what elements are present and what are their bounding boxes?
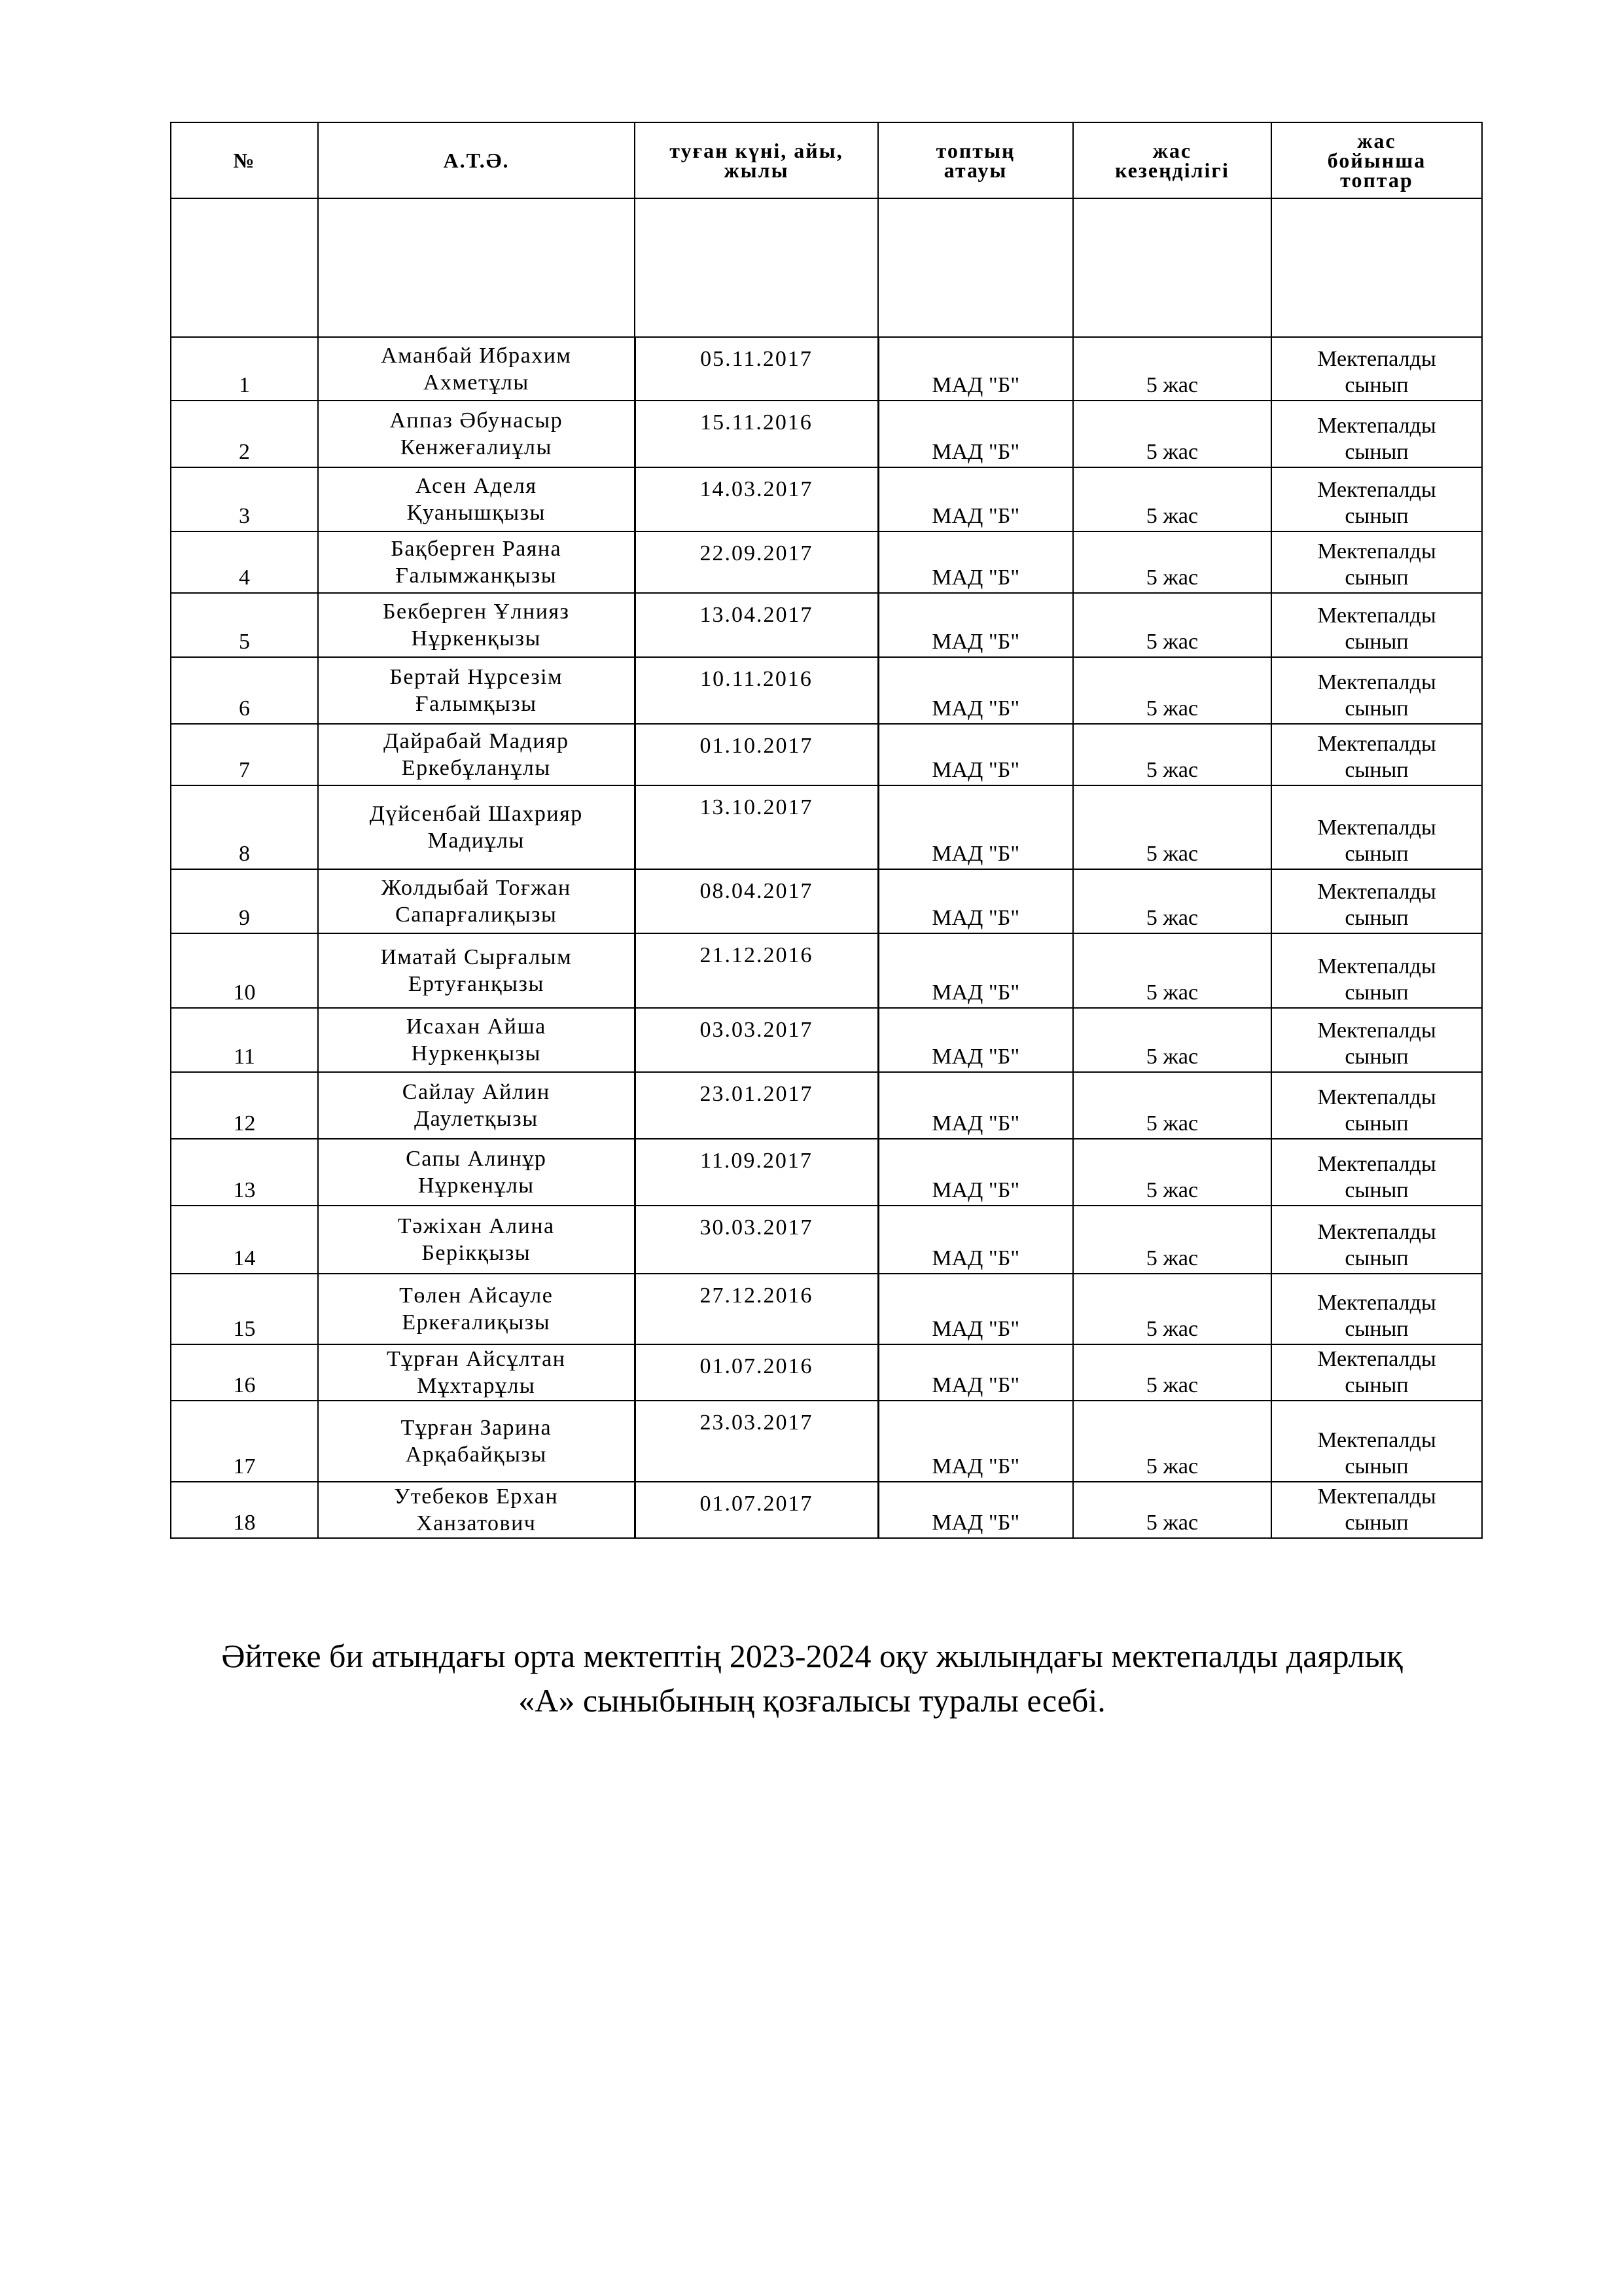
- age-group-line-2: сынып: [1345, 1454, 1409, 1479]
- student-name-line-2: Нуркенқызы: [411, 1041, 541, 1066]
- student-name-line-1: Бақберген Раяна: [391, 537, 562, 561]
- student-name: [318, 933, 635, 1008]
- birth-date: 21.12.2016: [635, 933, 878, 1008]
- age-group-line-2: сынып: [1345, 1317, 1409, 1341]
- blank-cell: [878, 198, 1073, 337]
- student-name: [318, 593, 635, 657]
- birth-date: 01.07.2017: [635, 1482, 878, 1538]
- birth-date: 05.11.2017: [635, 337, 878, 401]
- row-number: 11: [171, 1008, 318, 1072]
- header-full-name: А.Т.Ә.: [318, 122, 635, 198]
- student-name-line-2: Ертуғанқызы: [408, 972, 544, 996]
- group-name: МАД "Б": [878, 531, 1073, 593]
- age-period: 5 жас: [1073, 1344, 1271, 1401]
- student-name: [318, 1008, 635, 1072]
- birth-date: 01.07.2016: [635, 1344, 878, 1401]
- student-name-line-1: Бекберген Ұлнияз: [383, 600, 570, 624]
- age-group-line-2: сынып: [1345, 630, 1409, 654]
- age-group: [1271, 933, 1482, 1008]
- age-period: 5 жас: [1073, 1072, 1271, 1139]
- row-number: 2: [171, 401, 318, 467]
- student-name-line-2: Ғалымжанқызы: [395, 564, 557, 588]
- student-name: [318, 869, 635, 933]
- group-name: МАД "Б": [878, 1274, 1073, 1344]
- group-name: МАД "Б": [878, 657, 1073, 724]
- report-caption: [105, 1634, 1519, 1723]
- age-period: 5 жас: [1073, 1139, 1271, 1206]
- age-group-line-2: сынып: [1345, 758, 1409, 782]
- student-name-line-2: Ахметұлы: [423, 370, 529, 395]
- group-name: МАД "Б": [878, 467, 1073, 531]
- age-group-line-1: Мектепалды: [1317, 816, 1436, 840]
- student-name: [318, 531, 635, 593]
- age-period: 5 жас: [1073, 337, 1271, 401]
- group-name: МАД "Б": [878, 869, 1073, 933]
- group-name: МАД "Б": [878, 401, 1073, 467]
- age-group-line-2: сынып: [1345, 1246, 1409, 1270]
- student-table: [170, 122, 1483, 1539]
- group-name: МАД "Б": [878, 1072, 1073, 1139]
- age-group-line-1: Мектепалды: [1317, 732, 1436, 756]
- student-name: [318, 1072, 635, 1139]
- age-group-line-1: Мектепалды: [1317, 603, 1436, 628]
- student-name: [318, 337, 635, 401]
- row-number: 17: [171, 1401, 318, 1482]
- age-group-line-1: Мектепалды: [1317, 1085, 1436, 1109]
- age-group-line-1: Мектепалды: [1317, 670, 1436, 694]
- age-group-line-2: сынып: [1345, 1045, 1409, 1069]
- student-name-line-1: Аппаз Әбунасыр: [389, 408, 563, 433]
- student-name: [318, 1344, 635, 1401]
- student-name: [318, 785, 635, 869]
- age-group-line-2: сынып: [1345, 842, 1409, 866]
- student-name: [318, 1482, 635, 1538]
- student-name-line-1: Тұрған Зарина: [400, 1416, 552, 1440]
- student-name-line-1: Тәжіхан Алина: [397, 1214, 555, 1238]
- student-name-line-2: Мұхтарұлы: [417, 1374, 536, 1398]
- student-name-line-1: Төлен Айсауле: [399, 1283, 554, 1308]
- group-name: МАД "Б": [878, 1008, 1073, 1072]
- age-group-line-2: сынып: [1345, 373, 1409, 397]
- student-name-line-1: Асен Аделя: [415, 474, 537, 498]
- caption-line-1: Әйтеке би атындағы орта мектептің 2023-2024 оқу жылындағы мектепалды даярлық: [221, 1638, 1403, 1674]
- student-name-line-2: Даулетқызы: [414, 1107, 538, 1131]
- age-group: [1271, 531, 1482, 593]
- student-name-line-2: Берікқызы: [421, 1241, 531, 1265]
- age-group: [1271, 869, 1482, 933]
- student-name-line-1: Сапы Алинұр: [406, 1147, 547, 1171]
- student-name-line-1: Аманбай Ибрахим: [381, 343, 572, 368]
- age-group: [1271, 1008, 1482, 1072]
- group-name: МАД "Б": [878, 1401, 1073, 1482]
- table-row: [171, 1008, 1482, 1072]
- student-name: [318, 1274, 635, 1344]
- birth-date: 27.12.2016: [635, 1274, 878, 1344]
- student-name-line-2: Арқабайқызы: [405, 1443, 547, 1467]
- blank-cell: [171, 198, 318, 337]
- row-number: 8: [171, 785, 318, 869]
- student-name-line-2: Ханзатович: [416, 1511, 537, 1535]
- student-name: [318, 1401, 635, 1482]
- age-group: [1271, 593, 1482, 657]
- age-group: [1271, 1344, 1482, 1401]
- age-group-line-2: сынып: [1345, 1511, 1409, 1535]
- student-name-line-1: Дүйсенбай Шахрияр: [369, 802, 583, 826]
- group-name: МАД "Б": [878, 337, 1073, 401]
- age-group-line-2: сынып: [1345, 1373, 1409, 1397]
- student-name-line-2: Еркеғалиқызы: [402, 1310, 551, 1335]
- age-group-line-2: сынып: [1345, 504, 1409, 528]
- age-group: [1271, 467, 1482, 531]
- table-row: [171, 785, 1482, 869]
- row-number: 15: [171, 1274, 318, 1344]
- birth-date: 01.10.2017: [635, 724, 878, 785]
- age-group-line-2: сынып: [1345, 440, 1409, 464]
- age-group-line-1: Мектепалды: [1317, 414, 1436, 438]
- row-number: 10: [171, 933, 318, 1008]
- age-group-line-1: Мектепалды: [1317, 478, 1436, 502]
- age-group: [1271, 724, 1482, 785]
- age-group: [1271, 1139, 1482, 1206]
- table-row: [171, 1401, 1482, 1482]
- age-group-line-1: Мектепалды: [1317, 1347, 1436, 1371]
- blank-cell: [635, 198, 878, 337]
- birth-date: 23.03.2017: [635, 1401, 878, 1482]
- age-group: [1271, 1274, 1482, 1344]
- table-blank-row: [171, 198, 1482, 337]
- student-name-line-2: Нұркенқызы: [411, 626, 541, 651]
- student-name-line-2: Сапарғалиқызы: [395, 903, 557, 927]
- age-period: 5 жас: [1073, 1206, 1271, 1274]
- header-age-period: жас кезеңділігі: [1073, 122, 1271, 198]
- caption-line-2: «А» сыныбының қозғалысы туралы есебі.: [518, 1682, 1106, 1719]
- age-period: 5 жас: [1073, 933, 1271, 1008]
- student-name-line-1: Дайрабай Мадияр: [383, 729, 569, 753]
- age-group-line-1: Мектепалды: [1317, 1018, 1436, 1043]
- row-number: 14: [171, 1206, 318, 1274]
- row-number: 12: [171, 1072, 318, 1139]
- header-age-groups: жас бойынша топтар: [1271, 122, 1482, 198]
- student-name: [318, 1206, 635, 1274]
- row-number: 18: [171, 1482, 318, 1538]
- student-name-line-1: Жолдыбай Тоғжан: [381, 876, 571, 900]
- age-group-line-2: сынып: [1345, 906, 1409, 930]
- row-number: 5: [171, 593, 318, 657]
- age-group: [1271, 1482, 1482, 1538]
- table-row: [171, 933, 1482, 1008]
- header-group-name: топтың атауы: [878, 122, 1073, 198]
- birth-date: 14.03.2017: [635, 467, 878, 531]
- age-group-line-2: сынып: [1345, 565, 1409, 590]
- row-number: 4: [171, 531, 318, 593]
- group-name: МАД "Б": [878, 1344, 1073, 1401]
- row-number: 16: [171, 1344, 318, 1401]
- age-group-line-1: Мектепалды: [1317, 1220, 1436, 1244]
- table-row: [171, 1344, 1482, 1401]
- birth-date: 08.04.2017: [635, 869, 878, 933]
- age-group-line-1: Мектепалды: [1317, 954, 1436, 978]
- group-name: МАД "Б": [878, 785, 1073, 869]
- student-name-line-1: Исахан Айша: [406, 1014, 546, 1039]
- age-group: [1271, 785, 1482, 869]
- age-period: 5 жас: [1073, 467, 1271, 531]
- age-group-line-1: Мектепалды: [1317, 347, 1436, 371]
- group-name: МАД "Б": [878, 1482, 1073, 1538]
- age-period: 5 жас: [1073, 593, 1271, 657]
- student-name-line-1: Иматай Сырғалым: [380, 945, 573, 969]
- row-number: 6: [171, 657, 318, 724]
- table-header-row: [171, 122, 1482, 198]
- student-name-line-2: Нұркенұлы: [417, 1174, 535, 1198]
- age-group-line-1: Мектепалды: [1317, 1428, 1436, 1452]
- student-name-line-1: Бертай Нұрсезім: [389, 665, 563, 689]
- birth-date: 30.03.2017: [635, 1206, 878, 1274]
- student-name-line-1: Сайлау Айлин: [402, 1080, 550, 1104]
- student-name: [318, 1139, 635, 1206]
- header-birth-date: туған күні, айы, жылы: [635, 122, 878, 198]
- table-row: [171, 657, 1482, 724]
- birth-date: 11.09.2017: [635, 1139, 878, 1206]
- birth-date: 13.04.2017: [635, 593, 878, 657]
- age-group-line-1: Мектепалды: [1317, 1484, 1436, 1509]
- blank-cell: [1073, 198, 1271, 337]
- age-period: 5 жас: [1073, 869, 1271, 933]
- age-group-line-2: сынып: [1345, 980, 1409, 1005]
- age-period: 5 жас: [1073, 1482, 1271, 1538]
- birth-date: 22.09.2017: [635, 531, 878, 593]
- student-table-container: [170, 122, 1481, 1539]
- row-number: 1: [171, 337, 318, 401]
- age-period: 5 жас: [1073, 785, 1271, 869]
- age-group: [1271, 1206, 1482, 1274]
- group-name: МАД "Б": [878, 593, 1073, 657]
- table-row: [171, 1139, 1482, 1206]
- age-group: [1271, 1401, 1482, 1482]
- group-name: МАД "Б": [878, 933, 1073, 1008]
- group-name: МАД "Б": [878, 724, 1073, 785]
- age-group-line-1: Мектепалды: [1317, 880, 1436, 904]
- blank-cell: [318, 198, 635, 337]
- header-number: №: [171, 122, 318, 198]
- age-period: 5 жас: [1073, 657, 1271, 724]
- age-group-line-1: Мектепалды: [1317, 1152, 1436, 1176]
- table-row: [171, 1072, 1482, 1139]
- birth-date: 03.03.2017: [635, 1008, 878, 1072]
- age-group: [1271, 337, 1482, 401]
- student-name-line-2: Кенжеғалиұлы: [400, 435, 552, 459]
- table-row: [171, 337, 1482, 401]
- age-group-line-2: сынып: [1345, 1178, 1409, 1202]
- birth-date: 15.11.2016: [635, 401, 878, 467]
- age-period: 5 жас: [1073, 401, 1271, 467]
- table-row: [171, 531, 1482, 593]
- student-name-line-1: Тұрған Айсұлтан: [387, 1347, 566, 1371]
- age-period: 5 жас: [1073, 1274, 1271, 1344]
- row-number: 7: [171, 724, 318, 785]
- age-period: 5 жас: [1073, 1401, 1271, 1482]
- age-group: [1271, 1072, 1482, 1139]
- student-name: [318, 657, 635, 724]
- row-number: 3: [171, 467, 318, 531]
- student-name-line-1: Утебеков Ерхан: [394, 1484, 559, 1509]
- age-group-line-2: сынып: [1345, 1111, 1409, 1136]
- student-name: [318, 401, 635, 467]
- blank-cell: [1271, 198, 1482, 337]
- group-name: МАД "Б": [878, 1139, 1073, 1206]
- table-row: [171, 401, 1482, 467]
- student-name-line-2: Еркебұланұлы: [401, 756, 551, 780]
- birth-date: 13.10.2017: [635, 785, 878, 869]
- age-group: [1271, 657, 1482, 724]
- table-row: [171, 1482, 1482, 1538]
- age-period: 5 жас: [1073, 531, 1271, 593]
- age-group-line-1: Мектепалды: [1317, 539, 1436, 564]
- birth-date: 23.01.2017: [635, 1072, 878, 1139]
- age-period: 5 жас: [1073, 1008, 1271, 1072]
- table-row: [171, 869, 1482, 933]
- row-number: 9: [171, 869, 318, 933]
- table-body: [171, 337, 1482, 1538]
- student-name-line-2: Ғалымқызы: [415, 692, 537, 716]
- student-name-line-2: Мадиұлы: [427, 829, 525, 853]
- age-period: 5 жас: [1073, 724, 1271, 785]
- student-name: [318, 467, 635, 531]
- student-name: [318, 724, 635, 785]
- row-number: 13: [171, 1139, 318, 1206]
- group-name: МАД "Б": [878, 1206, 1073, 1274]
- age-group-line-2: сынып: [1345, 696, 1409, 721]
- table-row: [171, 467, 1482, 531]
- age-group-line-1: Мектепалды: [1317, 1291, 1436, 1315]
- table-row: [171, 593, 1482, 657]
- student-name-line-2: Қуанышқызы: [406, 501, 546, 525]
- birth-date: 10.11.2016: [635, 657, 878, 724]
- table-row: [171, 1274, 1482, 1344]
- table-row: [171, 724, 1482, 785]
- age-group: [1271, 401, 1482, 467]
- table-row: [171, 1206, 1482, 1274]
